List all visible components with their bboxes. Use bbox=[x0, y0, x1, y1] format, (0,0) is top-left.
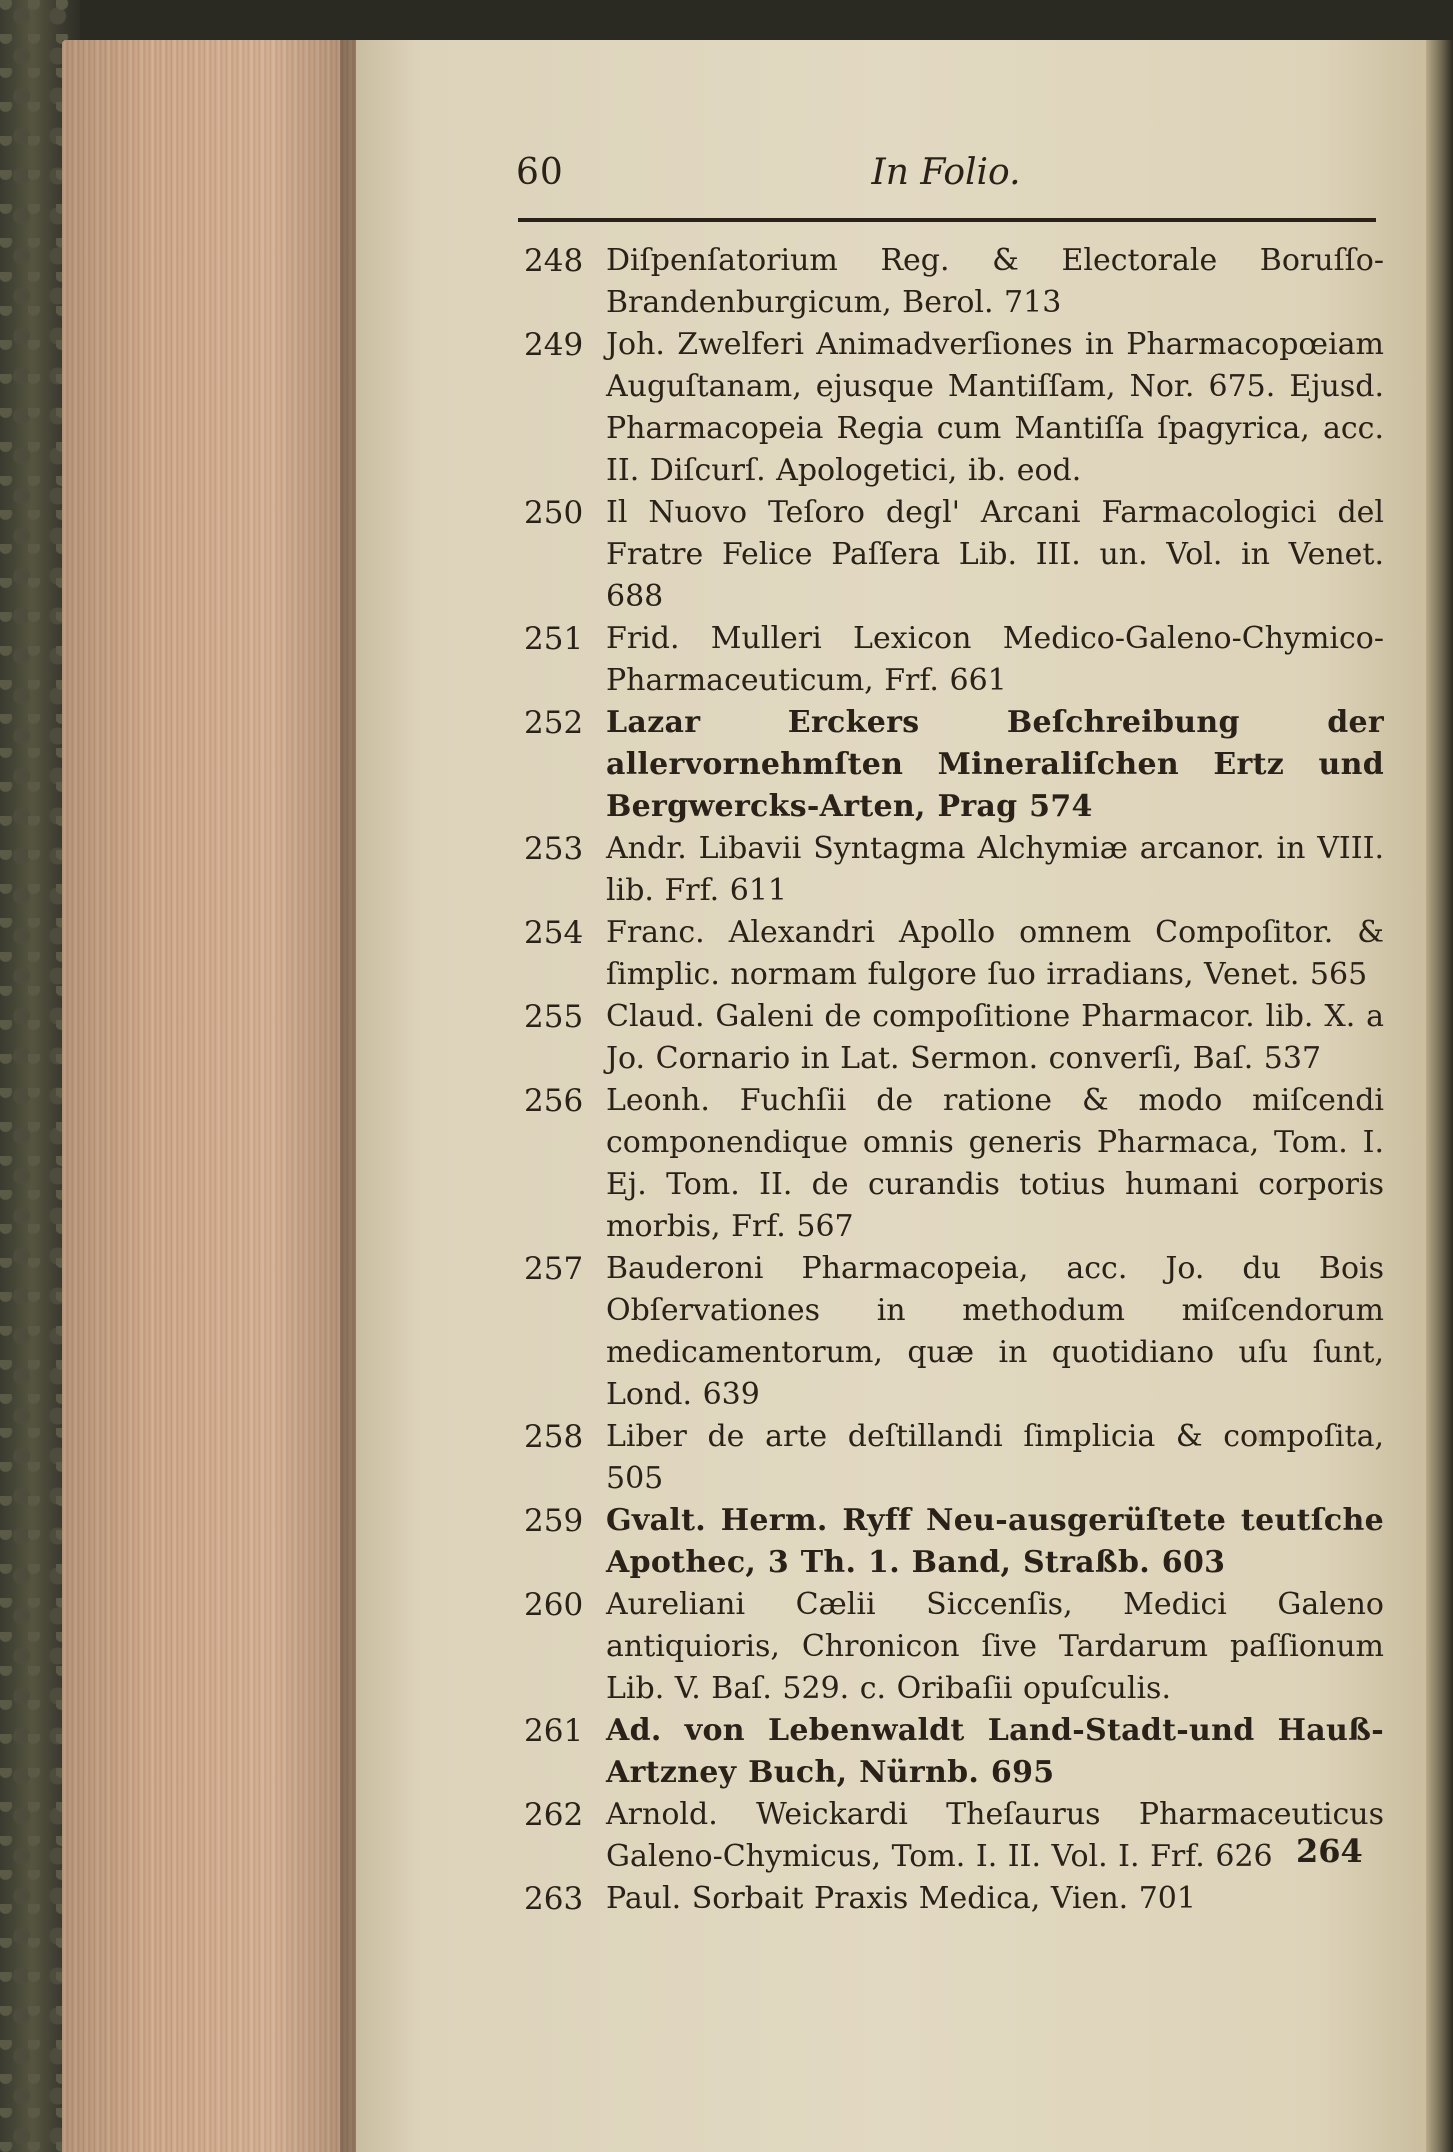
entry-text: Aureliani Cælii Siccenſis, Medici Galeno antiquioris, Chronicon ſive Tardarum paſſionum Lib. V. Baſ. 529. c. Oribaſii opuſculis. bbox=[606, 1587, 1384, 1706]
entry-number: 259 bbox=[524, 1503, 584, 1539]
entry-text: Lazar Erckers Beſchreibung der allervornehmſten Mineraliſchen Ertz und Bergwercks-Arten, Prag 574 bbox=[606, 705, 1384, 824]
entry-number: 262 bbox=[524, 1797, 584, 1833]
list-item bbox=[524, 1584, 1384, 1710]
entry-list bbox=[524, 240, 1384, 1920]
list-item bbox=[524, 1794, 1384, 1878]
page-number: 60 bbox=[516, 152, 564, 193]
entry-text: Arnold. Weickardi Theſaurus Pharmaceuticus Galeno-Chymicus, Tom. I. II. Vol. I. Frf. 626 bbox=[606, 1797, 1384, 1874]
entry-number: 258 bbox=[524, 1419, 584, 1455]
entry-text: Andr. Libavii Syntagma Alchymiæ arcanor. in VIII. lib. Frf. 611 bbox=[606, 831, 1384, 908]
list-item bbox=[524, 1416, 1384, 1500]
page-right-edge bbox=[1426, 40, 1453, 2152]
list-item bbox=[524, 324, 1384, 492]
entry-number: 260 bbox=[524, 1587, 584, 1623]
entry-text: Gvalt. Herm. Ryff Neu-ausgerüſtete teutſche Apothec, 3 Th. 1. Band, Straßb. 603 bbox=[606, 1503, 1384, 1580]
list-item bbox=[524, 618, 1384, 702]
list-item bbox=[524, 996, 1384, 1080]
entry-number: 249 bbox=[524, 327, 584, 363]
list-item bbox=[524, 1878, 1384, 1920]
list-item bbox=[524, 1080, 1384, 1248]
entry-text: Diſpenſatorium Reg. & Electorale Boruſſo-Brandenburgicum, Berol. 713 bbox=[606, 243, 1384, 320]
entry-number: 251 bbox=[524, 621, 584, 657]
entry-number: 261 bbox=[524, 1713, 584, 1749]
page-header bbox=[516, 152, 1376, 212]
entry-number: 253 bbox=[524, 831, 584, 867]
entry-number: 256 bbox=[524, 1083, 584, 1119]
entry-text: Franc. Alexandri Apollo omnem Compoſitor. & ſimplic. normam fulgore ſuo irradians, Venet. 565 bbox=[606, 915, 1384, 992]
entry-text: Frid. Mulleri Lexicon Medico-Galeno-Chymico-Pharmaceuticum, Frf. 661 bbox=[606, 621, 1384, 698]
entry-number: 255 bbox=[524, 999, 584, 1035]
list-item bbox=[524, 1248, 1384, 1416]
running-head: In Folio. bbox=[871, 152, 1021, 193]
page-stack-edge bbox=[62, 40, 362, 2152]
list-item bbox=[524, 1500, 1384, 1584]
catchword: 264 bbox=[1296, 1832, 1363, 1870]
list-item bbox=[524, 492, 1384, 618]
entry-number: 257 bbox=[524, 1251, 584, 1287]
entry-text: Joh. Zwelferi Animadverſiones in Pharmacopœiam Auguſtanam, ejusque Mantiſſam, Nor. 675. Ejusd. Pharmacopeia Regia cum Mantiſſa ſpagyrica, acc. II. Diſcurſ. Apologetici, ib. eod. bbox=[606, 327, 1384, 488]
entry-number: 263 bbox=[524, 1881, 584, 1917]
entry-text: Paul. Sorbait Praxis Medica, Vien. 701 bbox=[606, 1881, 1196, 1916]
header-rule bbox=[518, 218, 1376, 222]
entry-text: Ad. von Lebenwaldt Land-Stadt-und Hauß-Artzney Buch, Nürnb. 695 bbox=[606, 1713, 1384, 1790]
entry-text: Liber de arte deſtillandi ſimplicia & compoſita, 505 bbox=[606, 1419, 1384, 1496]
list-item bbox=[524, 912, 1384, 996]
list-item bbox=[524, 240, 1384, 324]
list-item bbox=[524, 702, 1384, 828]
entry-number: 250 bbox=[524, 495, 584, 531]
entry-number: 248 bbox=[524, 243, 584, 279]
entry-text: Claud. Galeni de compoſitione Pharmacor. lib. X. a Jo. Cornario in Lat. Sermon. converſi, Baſ. 537 bbox=[606, 999, 1384, 1076]
book-page bbox=[356, 40, 1426, 2152]
entry-number: 254 bbox=[524, 915, 584, 951]
entry-text: Bauderoni Pharmacopeia, acc. Jo. du Bois Obſervationes in methodum miſcendorum medicamentorum, quæ in quotidiano uſu ſunt, Lond. 639 bbox=[606, 1251, 1384, 1412]
list-item bbox=[524, 1710, 1384, 1794]
paper-stain bbox=[1256, 1430, 1270, 1444]
entry-text: Leonh. Fuchſii de ratione & modo miſcendi componendique omnis generis Pharmaca, Tom. I. Ej. Tom. II. de curandis totius humani corporis morbis, Frf. 567 bbox=[606, 1083, 1384, 1244]
list-item bbox=[524, 828, 1384, 912]
entry-text: Il Nuovo Teſoro degl' Arcani Farmacologici del Fratre Felice Paſſera Lib. III. un. Vol. in Venet. 688 bbox=[606, 495, 1384, 614]
entry-number: 252 bbox=[524, 705, 584, 741]
